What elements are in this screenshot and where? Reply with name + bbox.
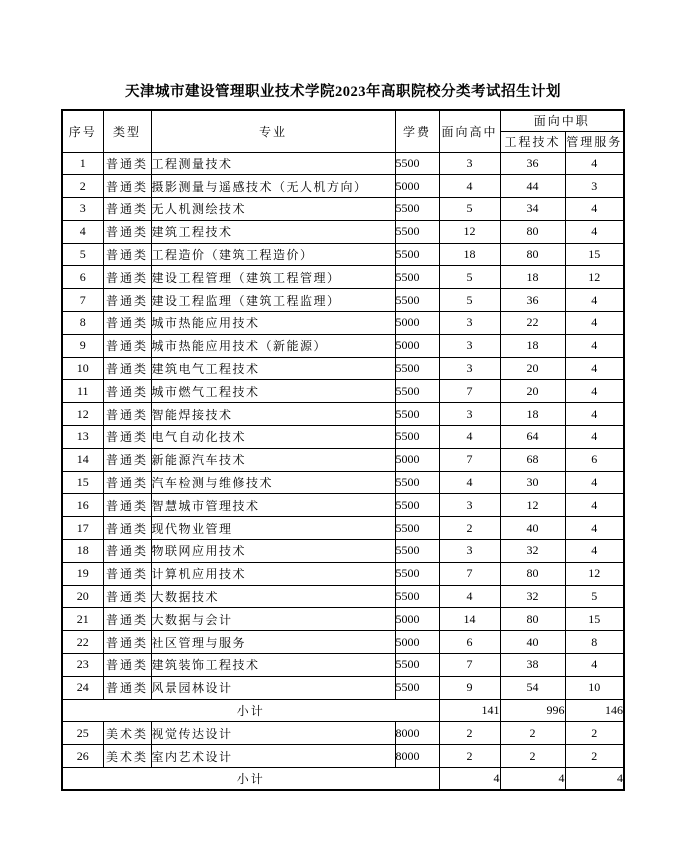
table-row: [62, 220, 624, 243]
cell-tuition: 5500: [395, 198, 439, 221]
cell-category: 普通类: [103, 585, 151, 608]
cell-category: 普通类: [103, 266, 151, 289]
cell-category: 普通类: [103, 220, 151, 243]
cell-mgmt-service: 8: [565, 631, 624, 654]
cell-tuition: 5000: [395, 448, 439, 471]
cell-major: 摄影测量与遥感技术（无人机方向）: [151, 175, 395, 198]
table-row: [62, 152, 624, 175]
cell-high-school: 3: [439, 494, 500, 517]
cell-category: 普通类: [103, 494, 151, 517]
enrollment-plan-table: [61, 109, 625, 791]
cell-mgmt-service: 4: [565, 426, 624, 449]
table-row: [62, 175, 624, 198]
table-body: [62, 152, 624, 790]
cell-no: 14: [62, 448, 103, 471]
cell-major: 大数据与会计: [151, 608, 395, 631]
cell-eng-tech: 40: [500, 631, 565, 654]
cell-high-school: 2: [439, 517, 500, 540]
cell-major: 建设工程管理（建筑工程管理）: [151, 266, 395, 289]
cell-high-school: 9: [439, 676, 500, 699]
cell-no: 19: [62, 562, 103, 585]
cell-eng-tech: 36: [500, 289, 565, 312]
cell-category: 普通类: [103, 198, 151, 221]
table-row: [62, 494, 624, 517]
cell-category: 普通类: [103, 540, 151, 563]
cell-mgmt-service: 12: [565, 266, 624, 289]
cell-no: 23: [62, 654, 103, 677]
column-header-vocational: 面向中职: [500, 110, 624, 131]
cell-eng-tech: 40: [500, 517, 565, 540]
cell-no: 11: [62, 380, 103, 403]
cell-no: 4: [62, 220, 103, 243]
cell-high-school: 4: [439, 175, 500, 198]
cell-tuition: 5500: [395, 220, 439, 243]
cell-high-school: 14: [439, 608, 500, 631]
cell-eng-tech: 20: [500, 380, 565, 403]
cell-no: 12: [62, 403, 103, 426]
cell-mgmt-service: 10: [565, 676, 624, 699]
cell-tuition: 5000: [395, 334, 439, 357]
cell-major: 工程测量技术: [151, 152, 395, 175]
cell-high-school: 5: [439, 198, 500, 221]
cell-no: 13: [62, 426, 103, 449]
cell-eng-tech: 36: [500, 152, 565, 175]
cell-eng-tech: 22: [500, 312, 565, 335]
cell-category: 普通类: [103, 517, 151, 540]
cell-no: 6: [62, 266, 103, 289]
subtotal-mgmt-service: 4: [565, 768, 624, 791]
cell-eng-tech: 30: [500, 471, 565, 494]
cell-eng-tech: 32: [500, 585, 565, 608]
cell-tuition: 5000: [395, 312, 439, 335]
cell-high-school: 6: [439, 631, 500, 654]
cell-mgmt-service: 4: [565, 312, 624, 335]
table-row: [62, 448, 624, 471]
page-title: 天津城市建设管理职业技术学院2023年高职院校分类考试招生计划: [125, 84, 561, 100]
cell-eng-tech: 2: [500, 722, 565, 745]
cell-tuition: 5500: [395, 494, 439, 517]
cell-mgmt-service: 2: [565, 745, 624, 768]
cell-category: 普通类: [103, 471, 151, 494]
cell-mgmt-service: 3: [565, 175, 624, 198]
cell-no: 8: [62, 312, 103, 335]
cell-category: 普通类: [103, 380, 151, 403]
cell-no: 7: [62, 289, 103, 312]
cell-major: 智慧城市管理技术: [151, 494, 395, 517]
cell-eng-tech: 80: [500, 608, 565, 631]
cell-no: 15: [62, 471, 103, 494]
cell-high-school: 3: [439, 152, 500, 175]
cell-no: 16: [62, 494, 103, 517]
cell-tuition: 5500: [395, 517, 439, 540]
cell-eng-tech: 32: [500, 540, 565, 563]
table-row: [62, 722, 624, 745]
cell-mgmt-service: 4: [565, 654, 624, 677]
cell-major: 物联网应用技术: [151, 540, 395, 563]
cell-category: 普通类: [103, 562, 151, 585]
cell-mgmt-service: 4: [565, 152, 624, 175]
table-row: [62, 540, 624, 563]
cell-mgmt-service: 15: [565, 243, 624, 266]
subtotal-high-school: 4: [439, 768, 500, 791]
table-row: [62, 585, 624, 608]
cell-high-school: 3: [439, 403, 500, 426]
table-row: [62, 289, 624, 312]
cell-mgmt-service: 4: [565, 289, 624, 312]
cell-category: 普通类: [103, 426, 151, 449]
cell-tuition: 5500: [395, 243, 439, 266]
cell-major: 电气自动化技术: [151, 426, 395, 449]
subtotal-high-school: 141: [439, 699, 500, 722]
cell-mgmt-service: 4: [565, 357, 624, 380]
cell-no: 1: [62, 152, 103, 175]
cell-mgmt-service: 6: [565, 448, 624, 471]
cell-category: 普通类: [103, 357, 151, 380]
cell-major: 建设工程监理（建筑工程监理）: [151, 289, 395, 312]
column-header-tuition: 学费: [395, 110, 439, 152]
cell-tuition: 5500: [395, 562, 439, 585]
subtotal-label: 小计: [62, 699, 439, 722]
column-header-eng-tech: 工程技术: [500, 131, 565, 152]
cell-major: 风景园林设计: [151, 676, 395, 699]
cell-high-school: 5: [439, 289, 500, 312]
table-row: [62, 471, 624, 494]
subtotal-eng-tech: 4: [500, 768, 565, 791]
cell-major: 室内艺术设计: [151, 745, 395, 768]
cell-no: 20: [62, 585, 103, 608]
cell-category: 普通类: [103, 334, 151, 357]
cell-category: 普通类: [103, 654, 151, 677]
cell-tuition: 8000: [395, 745, 439, 768]
cell-eng-tech: 44: [500, 175, 565, 198]
cell-mgmt-service: 12: [565, 562, 624, 585]
cell-tuition: 5500: [395, 266, 439, 289]
cell-mgmt-service: 15: [565, 608, 624, 631]
cell-tuition: 5500: [395, 380, 439, 403]
cell-no: 22: [62, 631, 103, 654]
cell-mgmt-service: 4: [565, 494, 624, 517]
cell-major: 建筑电气工程技术: [151, 357, 395, 380]
cell-major: 城市热能应用技术: [151, 312, 395, 335]
cell-category: 普通类: [103, 448, 151, 471]
cell-eng-tech: 18: [500, 334, 565, 357]
cell-eng-tech: 80: [500, 243, 565, 266]
cell-eng-tech: 2: [500, 745, 565, 768]
table-header: [62, 110, 624, 152]
cell-high-school: 7: [439, 448, 500, 471]
cell-major: 大数据技术: [151, 585, 395, 608]
table-row: [62, 608, 624, 631]
cell-major: 视觉传达设计: [151, 722, 395, 745]
cell-tuition: 5500: [395, 471, 439, 494]
table-row: [62, 426, 624, 449]
cell-tuition: 8000: [395, 722, 439, 745]
table-row: [62, 380, 624, 403]
cell-major: 社区管理与服务: [151, 631, 395, 654]
cell-high-school: 12: [439, 220, 500, 243]
cell-high-school: 4: [439, 585, 500, 608]
cell-major: 城市燃气工程技术: [151, 380, 395, 403]
cell-no: 9: [62, 334, 103, 357]
cell-mgmt-service: 4: [565, 334, 624, 357]
cell-mgmt-service: 4: [565, 198, 624, 221]
cell-high-school: 3: [439, 357, 500, 380]
cell-eng-tech: 18: [500, 403, 565, 426]
cell-mgmt-service: 4: [565, 517, 624, 540]
column-header-category: 类型: [103, 110, 151, 152]
cell-mgmt-service: 4: [565, 471, 624, 494]
cell-tuition: 5500: [395, 426, 439, 449]
column-header-high-school: 面向高中: [439, 110, 500, 152]
cell-mgmt-service: 4: [565, 403, 624, 426]
subtotal-row: [62, 699, 624, 722]
cell-tuition: 5000: [395, 175, 439, 198]
subtotal-mgmt-service: 146: [565, 699, 624, 722]
cell-category: 普通类: [103, 243, 151, 266]
cell-eng-tech: 12: [500, 494, 565, 517]
cell-category: 普通类: [103, 631, 151, 654]
table-row: [62, 198, 624, 221]
cell-no: 25: [62, 722, 103, 745]
table-row: [62, 517, 624, 540]
table-row: [62, 631, 624, 654]
table-row: [62, 312, 624, 335]
cell-eng-tech: 38: [500, 654, 565, 677]
cell-category: 普通类: [103, 676, 151, 699]
cell-major: 无人机测绘技术: [151, 198, 395, 221]
subtotal-row: [62, 768, 624, 791]
column-header-major: 专业: [151, 110, 395, 152]
table-row: [62, 745, 624, 768]
column-header-no: 序号: [62, 110, 103, 152]
cell-tuition: 5500: [395, 289, 439, 312]
cell-major: 新能源汽车技术: [151, 448, 395, 471]
cell-category: 普通类: [103, 175, 151, 198]
cell-tuition: 5500: [395, 403, 439, 426]
cell-no: 17: [62, 517, 103, 540]
cell-high-school: 18: [439, 243, 500, 266]
cell-high-school: 7: [439, 654, 500, 677]
cell-mgmt-service: 4: [565, 220, 624, 243]
cell-tuition: 5500: [395, 585, 439, 608]
cell-high-school: 3: [439, 334, 500, 357]
cell-high-school: 3: [439, 312, 500, 335]
cell-eng-tech: 18: [500, 266, 565, 289]
table-row: [62, 676, 624, 699]
table-row: [62, 334, 624, 357]
cell-no: 21: [62, 608, 103, 631]
cell-no: 3: [62, 198, 103, 221]
table-row: [62, 562, 624, 585]
cell-tuition: 5500: [395, 152, 439, 175]
cell-tuition: 5500: [395, 676, 439, 699]
cell-mgmt-service: 5: [565, 585, 624, 608]
table-row: [62, 357, 624, 380]
cell-category: 普通类: [103, 312, 151, 335]
cell-eng-tech: 80: [500, 220, 565, 243]
cell-eng-tech: 64: [500, 426, 565, 449]
cell-tuition: 5500: [395, 357, 439, 380]
cell-major: 智能焊接技术: [151, 403, 395, 426]
cell-category: 普通类: [103, 289, 151, 312]
cell-eng-tech: 20: [500, 357, 565, 380]
cell-tuition: 5500: [395, 654, 439, 677]
cell-major: 工程造价（建筑工程造价）: [151, 243, 395, 266]
cell-major: 城市热能应用技术（新能源）: [151, 334, 395, 357]
cell-high-school: 4: [439, 471, 500, 494]
cell-high-school: 7: [439, 562, 500, 585]
cell-tuition: 5000: [395, 631, 439, 654]
cell-category: 美术类: [103, 722, 151, 745]
cell-no: 5: [62, 243, 103, 266]
cell-mgmt-service: 4: [565, 380, 624, 403]
cell-eng-tech: 68: [500, 448, 565, 471]
cell-high-school: 3: [439, 540, 500, 563]
cell-tuition: 5000: [395, 608, 439, 631]
cell-high-school: 7: [439, 380, 500, 403]
cell-high-school: 4: [439, 426, 500, 449]
cell-high-school: 2: [439, 745, 500, 768]
subtotal-eng-tech: 996: [500, 699, 565, 722]
cell-eng-tech: 34: [500, 198, 565, 221]
cell-eng-tech: 54: [500, 676, 565, 699]
column-header-mgmt-service: 管理服务: [565, 131, 624, 152]
cell-category: 普通类: [103, 608, 151, 631]
cell-category: 美术类: [103, 745, 151, 768]
cell-major: 计算机应用技术: [151, 562, 395, 585]
cell-high-school: 5: [439, 266, 500, 289]
cell-no: 18: [62, 540, 103, 563]
cell-high-school: 2: [439, 722, 500, 745]
cell-no: 24: [62, 676, 103, 699]
cell-no: 2: [62, 175, 103, 198]
table-row: [62, 243, 624, 266]
cell-major: 建筑装饰工程技术: [151, 654, 395, 677]
subtotal-label: 小计: [62, 768, 439, 791]
cell-category: 普通类: [103, 152, 151, 175]
table-row: [62, 266, 624, 289]
header-row-primary: [62, 110, 624, 131]
cell-major: 建筑工程技术: [151, 220, 395, 243]
cell-mgmt-service: 4: [565, 540, 624, 563]
cell-no: 26: [62, 745, 103, 768]
cell-tuition: 5500: [395, 540, 439, 563]
cell-major: 汽车检测与维修技术: [151, 471, 395, 494]
cell-mgmt-service: 2: [565, 722, 624, 745]
cell-major: 现代物业管理: [151, 517, 395, 540]
table-row: [62, 654, 624, 677]
cell-category: 普通类: [103, 403, 151, 426]
cell-no: 10: [62, 357, 103, 380]
cell-eng-tech: 80: [500, 562, 565, 585]
table-row: [62, 403, 624, 426]
